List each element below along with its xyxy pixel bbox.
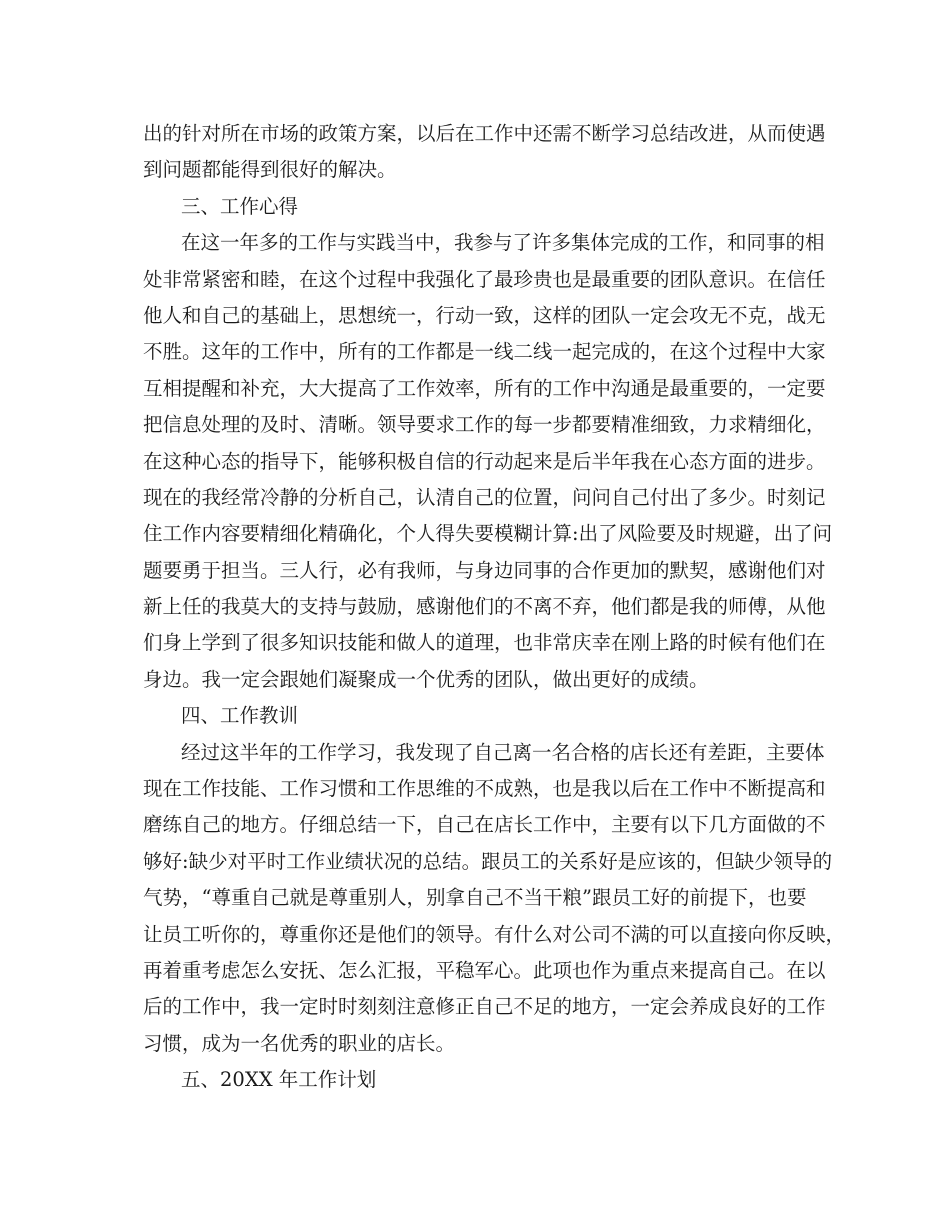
text-line: 把信息处理的及时、清晰。领导要求工作的每一步都要精准细致，力求精细化， [143, 413, 826, 437]
text-line: 现在的我经常冷静的分析自己，认清自己的位置，问问自己付出了多少。时刻记 [143, 485, 826, 509]
text-line: 四、工作教训 [181, 704, 299, 728]
text-line: 三、工作心得 [181, 194, 299, 218]
text-line: 后的工作中，我一定时时刻刻注意修正自己不足的地方，一定会养成良好的工作 [143, 995, 826, 1019]
text-line: 气势，“尊重自己就是尊重别人，别拿自己不当干粮”跟员工好的前提下，也要 [143, 886, 807, 910]
text-line: 在这一年多的工作与实践当中，我参与了许多集体完成的工作，和同事的相 [181, 231, 825, 255]
text-line: 够好:缺少对平时工作业绩状况的总结。跟员工的关系好是应该的，但缺少领导的 [143, 849, 833, 873]
text-line: 题要勇于担当。三人行，必有我师，与身边同事的合作更加的默契，感谢他们对 [143, 558, 826, 582]
text-line: 们身上学到了很多知识技能和做人的道理，也非常庆幸在刚上路的时候有他们在 [143, 631, 826, 655]
text-line: 身边。我一定会跟她们凝聚成一个优秀的团队，做出更好的成绩。 [143, 667, 709, 691]
text-line: 五、20XX 年工作计划 [181, 1068, 377, 1092]
text-line: 让员工听你的，尊重你还是他们的领导。有什么对公司不满的可以直接向你反映， [143, 922, 846, 946]
text-line: 处非常紧密和睦，在这个过程中我强化了最珍贵也是最重要的团队意识。在信任 [143, 267, 826, 291]
text-line: 经过这半年的工作学习，我发现了自己离一名合格的店长还有差距，主要体 [181, 740, 825, 764]
text-line: 再着重考虑怎么安抚、怎么汇报，平稳军心。此项也作为重点来提高自己。在以 [143, 958, 826, 982]
text-line: 到问题都能得到很好的解决。 [143, 158, 397, 182]
document-body [143, 116, 846, 1099]
text-line: 出的针对所在市场的政策方案，以后在工作中还需不断学习总结改进，从而使遇 [143, 122, 826, 145]
text-line: 磨练自己的地方。仔细总结一下，自己在店长工作中，主要有以下几方面做的不 [143, 813, 826, 837]
text-line: 在这种心态的指导下，能够积极自信的行动起来是后半年我在心态方面的进步。 [143, 449, 826, 473]
text-line: 住工作内容要精细化精确化，个人得失要模糊计算:出了风险要及时规避，出了问 [143, 522, 833, 546]
text-line: 互相提醒和补充，大大提高了工作效率，所有的工作中沟通是最重要的，一定要 [143, 376, 826, 400]
text-line: 不胜。这年的工作中，所有的工作都是一线二线一起完成的，在这个过程中大家 [143, 340, 826, 364]
text-line: 现在工作技能、工作习惯和工作思维的不成熟，也是我以后在工作中不断提高和 [143, 777, 826, 801]
text-line: 习惯，成为一名优秀的职业的店长。 [143, 1031, 456, 1055]
text-line: 他人和自己的基础上，思想统一，行动一致，这样的团队一定会攻无不克，战无 [143, 303, 826, 327]
text-line: 新上任的我莫大的支持与鼓励，感谢他们的不离不弃，他们都是我的师傅，从他 [143, 595, 826, 619]
